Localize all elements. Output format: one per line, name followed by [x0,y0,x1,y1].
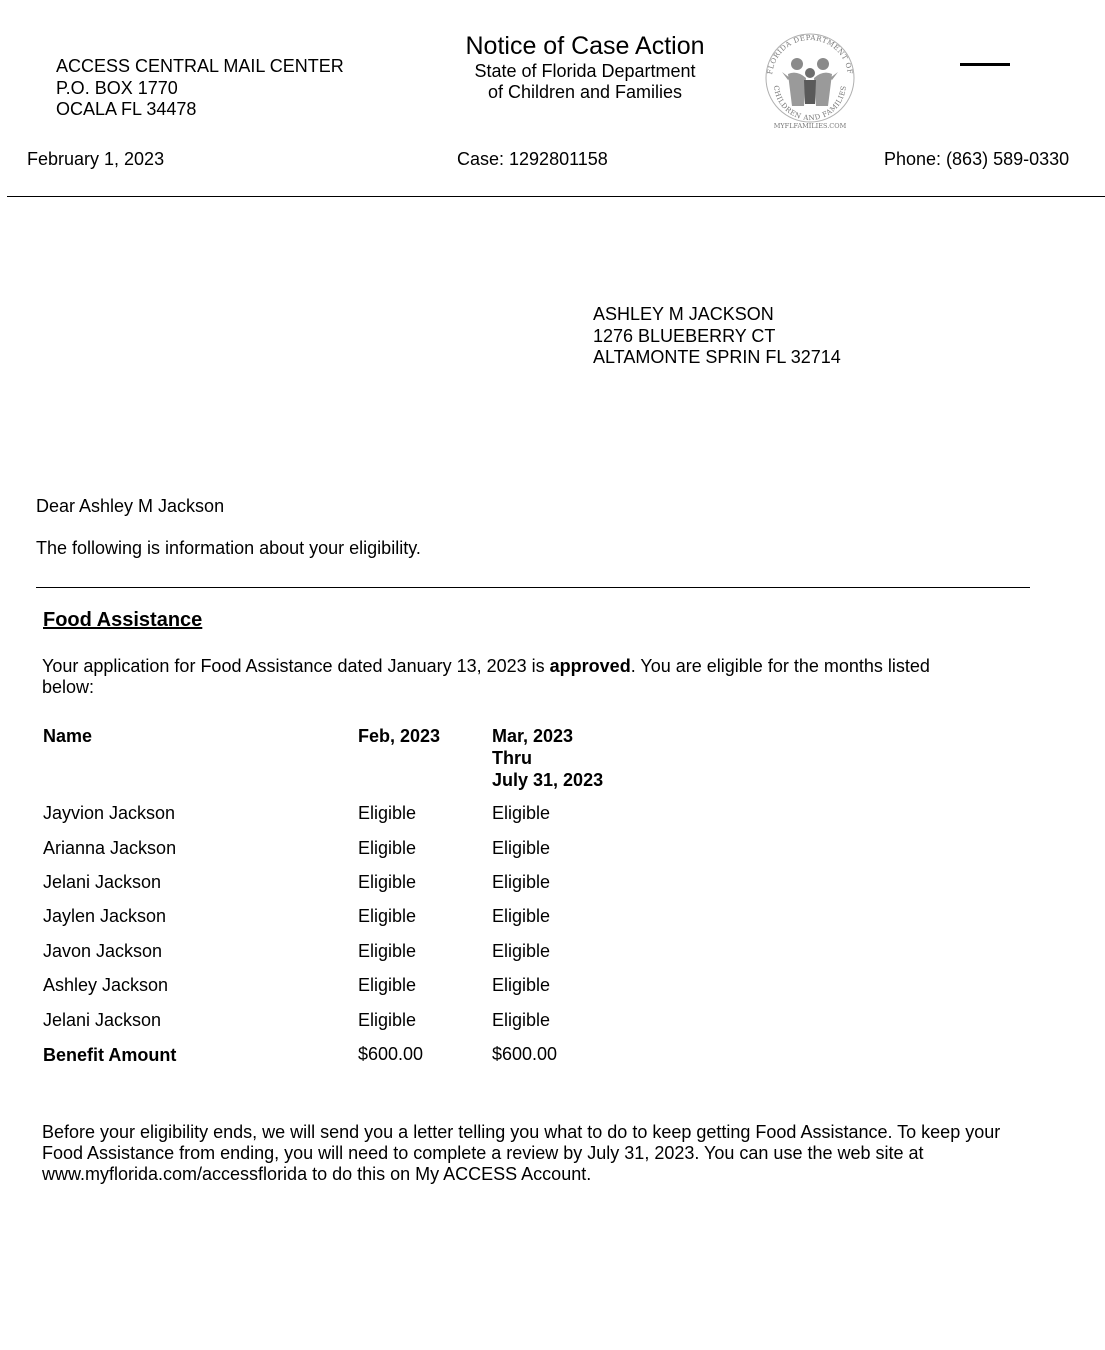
sender-address [56,56,344,121]
approval-text [42,656,982,698]
notice-title-block [440,31,730,103]
row-name: Ashley Jackson [43,975,169,995]
sender-line: P.O. BOX 1770 [56,77,178,98]
row-feb-status: Eligible [358,906,417,926]
corner-dash-mark [960,63,1010,66]
benefit-amount-feb: $600.00 [358,1044,424,1064]
svg-text:CHILDREN AND FAMILIES: CHILDREN AND FAMILIES [771,84,849,123]
column-header-feb: Feb, 2023 [358,726,441,746]
column-header-mar-line: July 31, 2023 [492,770,604,790]
greeting: Dear Ashley M Jackson [36,496,225,516]
phone-number: Phone: (863) 589-0330 [884,149,1070,169]
column-header-mar-line: Mar, 2023 [492,726,574,746]
row-mar-status: Eligible [492,838,551,858]
intro-text: The following is information about your eligibility. [36,538,421,558]
row-feb-status: Eligible [358,1010,417,1030]
row-feb-status: Eligible [358,941,417,961]
row-mar-status: Eligible [492,872,551,892]
column-header-name: Name [43,726,93,746]
row-name: Jayvion Jackson [43,803,176,823]
svg-text:FLORIDA DEPARTMENT OF: FLORIDA DEPARTMENT OF [766,33,854,75]
closing-paragraph: Before your eligibility ends, we will send you a letter telling you what to do to keep getting Food Assistance. To keep your Food Assistance from ending, you will need to complete a review by July 31, 2023. You can use the web site at www.myflorida.com/accessflorida to do this on My ACCESS Account. [42,1122,1001,1184]
svg-text:MYFLFAMILIES.COM: MYFLFAMILIES.COM [773,122,847,130]
sender-line: ACCESS CENTRAL MAIL CENTER [56,56,344,76]
recipient-line: ALTAMONTE SPRIN FL 32714 [593,347,841,367]
benefit-amount-mar: $600.00 [492,1044,558,1064]
approval-text-end: . You are eligible for the months listed below: [42,656,930,697]
section-title: Food Assistance [43,609,203,631]
header-divider [7,196,1105,197]
row-mar-status: Eligible [492,906,551,926]
row-name: Arianna Jackson [43,838,177,858]
agency-line-2: of Children and Families [487,82,683,102]
column-header-mar [492,725,603,791]
notice-title: Notice of Case Action [465,32,705,60]
row-mar-status: Eligible [492,1010,551,1030]
notice-date: February 1, 2023 [27,149,165,169]
approval-status: approved [549,656,631,676]
row-name: Jelani Jackson [43,1010,162,1030]
section-divider [36,587,1030,588]
row-feb-status: Eligible [358,975,417,995]
seal-icon [760,28,860,132]
row-name: Jaylen Jackson [43,906,167,926]
row-name: Javon Jackson [43,941,163,961]
column-header-mar-line: Thru [492,748,532,768]
approval-text-start: Your application for Food Assistance dated January 13, 2023 is [42,656,550,676]
agency-line-1: State of Florida Department [474,61,696,81]
row-feb-status: Eligible [358,872,417,892]
dcf-seal-logo [760,28,860,132]
recipient-line: 1276 BLUEBERRY CT [593,325,776,346]
row-mar-status: Eligible [492,975,551,995]
sender-line: OCALA FL 34478 [56,99,197,119]
benefit-amount-label: Benefit Amount [43,1045,177,1065]
row-feb-status: Eligible [358,838,417,858]
recipient-line: ASHLEY M JACKSON [593,304,774,324]
row-mar-status: Eligible [492,941,551,961]
row-name: Jelani Jackson [43,872,162,892]
row-mar-status: Eligible [492,803,551,823]
case-number: Case: 1292801158 [457,149,608,169]
row-feb-status: Eligible [358,803,417,823]
recipient-address [593,304,841,369]
